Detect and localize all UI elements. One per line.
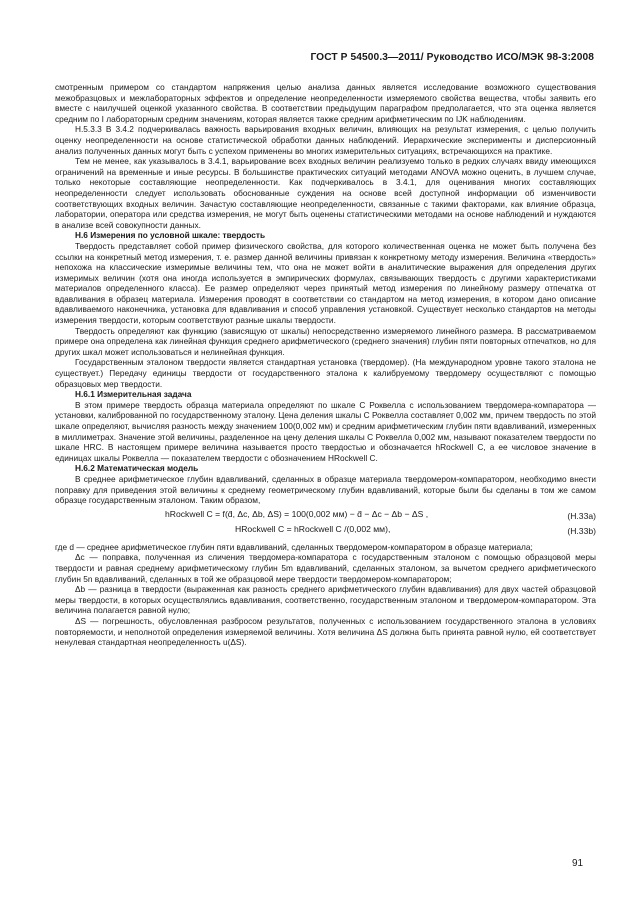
equation-number: (H.33a) <box>567 510 596 521</box>
section-heading: H.6.2 Математическая модель <box>75 463 199 474</box>
body-text <box>55 82 596 648</box>
equation-number: (H.33b) <box>567 525 596 536</box>
paragraph: смотренным примером со стандартом напряжения целью анализа данных является исследование возможного существования межобразцовых и межлабораторных эффектов и определение неопределенности измеряемого свойства вещества, чтобы заявить его вместе с наилучшей оценкой указанного свойства. В соответствии предыдущим параграфом предполагается, что эта оценка является средним по I лабораторным средним значениям, которая является также средним арифметическим по IJK наблюдениям. <box>55 82 596 124</box>
paragraph: H.5.3.3 В 3.4.2 подчеркивалась важность варьирования входных величин, влияющих на результат измерения, с целью получить оценку неопределенности на основе статистической обработки данных наблюдений. Иерархические эксперименты и дисперсионный анализ полученных данных могут быть с успехом применены во многих измерительных ситуациях, встречающихся на практике. <box>55 124 596 156</box>
paragraph: Твердость определяют как функцию (зависящую от шкалы) непосредственно измеряемого линейного размера. В рассматриваемом примере она определена как линейная функция среднего арифметического (среднего значения) глубин пяти повторных отпечатков, но для других шкал может использоваться и нелинейная функция. <box>55 325 596 357</box>
page-number: 91 <box>572 858 584 869</box>
paragraph: где d — среднее арифметическое глубин пяти вдавливаний, сделанных твердомером-компаратором в образце материала; <box>55 541 533 552</box>
section-heading: H.6 Измерения по условной шкале: твердость <box>75 230 266 241</box>
paragraph: Государственным эталоном твердости является стандартная установка (твердомер). (На международном уровне такого эталона не существует.) Передачу единицы твердости от государственного эталона к калибруемому твердомеру осуществляют с помощью образцовых мер твердости. <box>55 357 596 389</box>
page-header: ГОСТ Р 54500.3—2011/ Руководство ИСО/МЭК 98-3:2008 <box>310 52 594 63</box>
paragraph: Тем не менее, как указывалось в 3.4.1, варьирование всех входных величин реализуемо только в редких случаях ввиду имеющихся ограничений на временные и иные ресурсы. В большинстве практических ситуаций методами ANOVA можно оценить, в лучшем случае, только некоторые составляющие неопределенности. Как подчеркивалось в 3.4.1, для оценивания многих составляющих неопределенности следует использовать обоснованные суждения на основе всей доступной информации об изменчивости соответствующих входных величин. Зачастую составляющие неопределенности, связанные с такими факторами, как влияние образца, лаборатории, оператора или средства измерения, не могут быть оценены статистическими методами на основе наблюдений и нуждаются в анализе всей совокупности данных. <box>55 156 596 230</box>
equation-formula: hRockwell C = f(d̄, Δc, Δb, ΔS) = 100(0,002 мм) − d̄ − Δc − Δb − ΔS , <box>165 508 429 519</box>
equation-h33a <box>55 509 596 524</box>
paragraph: Твердость представляет собой пример физического свойства, для которого количественная оценка не может быть получена без ссылки на конкретный метод измерения, т. е. размер данной величины привязан к конкретному методу измерения. Величина «твердость» непохожа на классические измеримые величины тем, что она не может войти в аналитические выражения для определения других измеримых величин (хотя она иногда используется в эмпирических формулах, связывающих твердость с другими характеристиками материалов определенного класса). Ее размер определяют через принятый метод измерения по линейному размеру отпечатка от вдавливания в образец материала. Измерения проводят в соответствии со стандартом на метод измерения, в котором дано описание вдавливаемого наконечника, установка для вдавливания и способ управления установкой. Существует несколько стандартов на методы измерения твердости, которым соответствуют разные шкалы твердости. <box>55 240 596 326</box>
paragraph: В этом примере твердость образца материала определяют по шкале С Роквелла с использованием твердомера-компаратора — установки, калиброванной по государственному эталону. Цена деления шкалы С Роквелла составляет 0,002 мм, причем твердость по этой шкале определяют, вычисляя разность между значением 100(0,002 мм) и средним арифметическим глубин пяти вдавливаний, измеренных в миллиметрах. Значение этой величины, разделенное на цену деления шкалы С Роквелла 0,002 мм, называют показателем твердости по шкале HRC. В настоящем примере величина называется просто твердостью и обозначается hRockwell C, а ее числовое значение в единицах шкалы Роквелла — показателем твердости с обозначением HRockwell C. <box>55 399 596 463</box>
equation-h33b <box>55 524 596 539</box>
paragraph: В среднее арифметическое глубин вдавливаний, сделанных в образце материала твердомером-компаратором, необходимо внести поправку для приведения этой величины к среднему геометрическому глубин вдавливаний, которые были бы сделаны в том же самом образце государственным эталоном. Таким образом, <box>55 473 596 506</box>
paragraph: Δb — разница в твердости (выраженная как разность среднего арифметического глубин вдавливания) для двух частей образцовой меры твердости, в которых осуществлялись вдавливания, соответственно, государственным эталоном и твердомером-компаратором. Эта величина полагается равной нулю; <box>55 584 596 616</box>
section-heading: H.6.1 Измерительная задача <box>75 389 192 400</box>
paragraph: Δc — поправка, полученная из сличения твердомера-компаратора с государственным эталоном с помощью образцовой меры твердости и равная среднему арифметическому глубин 5m вдавливаний, сделанных эталоном, за вычетом среднего арифметического глубин 5n вдавливаний, сделанных в той же образцовой мере твердости твердомером-компаратором; <box>55 552 596 584</box>
paragraph: ΔS — погрешность, обусловленная разбросом результатов, полученных с использованием государственного эталона в условиях повторяемости, и неполнотой определения измеряемой величины. Хотя величина ΔS должна быть принята равной нулю, ей соответствует ненулевая стандартная неопределенность u(ΔS). <box>55 615 596 648</box>
equation-formula: HRockwell C = hRockwell C /(0,002 мм), <box>235 523 391 534</box>
